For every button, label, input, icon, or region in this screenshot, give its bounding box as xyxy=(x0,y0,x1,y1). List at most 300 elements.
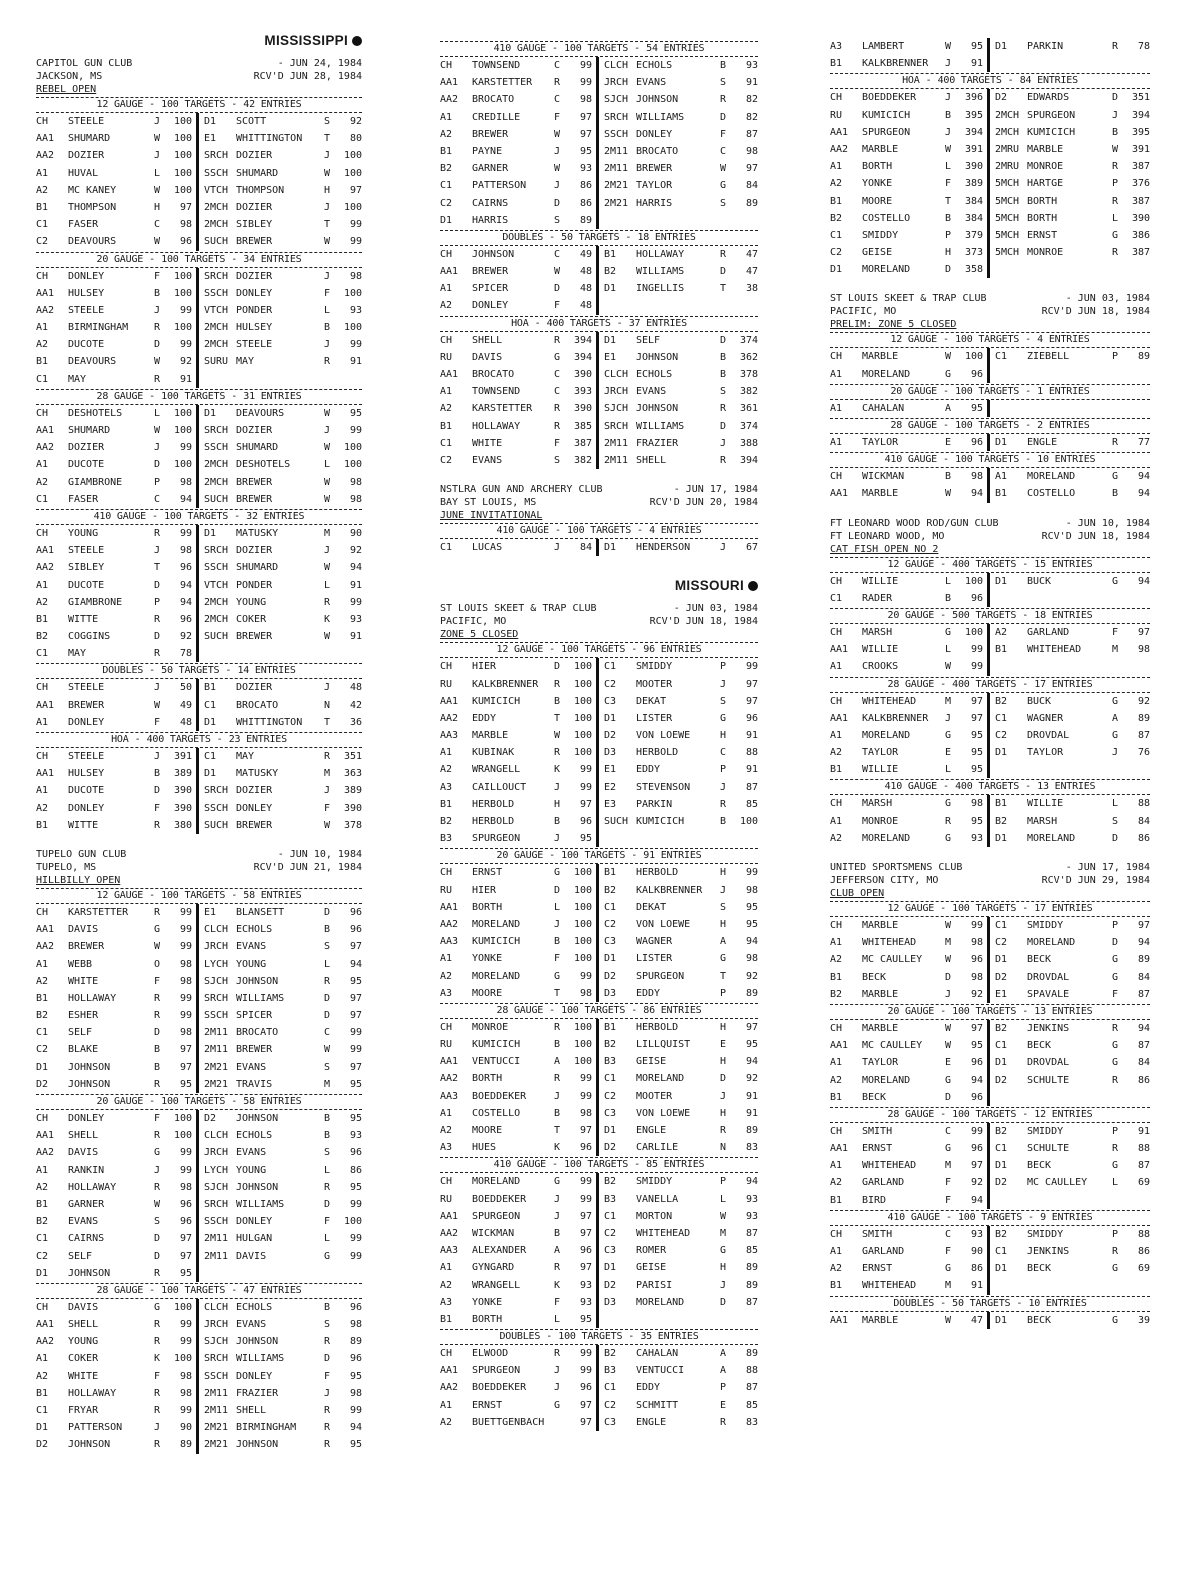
result-half xyxy=(199,1076,362,1093)
targets-label: 100 TARGETS xyxy=(952,1005,1017,1017)
result-half xyxy=(36,628,199,645)
shooter-name: HOLLAWAY xyxy=(472,420,521,432)
score: 99 xyxy=(349,1250,362,1262)
score: 100 xyxy=(739,816,758,827)
score: 387 xyxy=(1131,161,1150,173)
shooter-initial: W xyxy=(154,425,161,436)
result-half xyxy=(440,693,599,710)
class-code: A2 xyxy=(440,128,453,140)
shooter-initial: F xyxy=(554,437,561,449)
score: 95 xyxy=(349,975,362,987)
shooter-name xyxy=(1027,261,1112,278)
result-half xyxy=(36,165,199,182)
shooter-name: HIER xyxy=(472,884,497,896)
class-code: CH xyxy=(830,575,843,587)
score: 89 xyxy=(745,1279,758,1291)
results-section xyxy=(440,523,758,556)
class-code: SRCH xyxy=(604,420,629,432)
score: 374 xyxy=(739,420,758,432)
score: 97 xyxy=(349,1061,362,1073)
class-code: AA1 xyxy=(440,77,459,89)
result-row xyxy=(440,1379,758,1396)
shooter-name: EVANS xyxy=(636,77,667,89)
class-code: A2 xyxy=(830,747,843,759)
result-row xyxy=(440,160,758,177)
score: 98 xyxy=(349,1387,362,1399)
shooter-name: SMIDDY xyxy=(636,1176,673,1188)
shooter-name: ECHOLS xyxy=(636,60,673,71)
class-code: D1 xyxy=(604,542,617,554)
shooter-name: MOORE xyxy=(472,1125,503,1136)
result-row xyxy=(440,830,758,847)
shooter-initial xyxy=(720,830,734,847)
score: 95 xyxy=(579,833,592,845)
result-half xyxy=(990,89,1150,106)
score: 99 xyxy=(179,1405,192,1416)
shooter-initial: G xyxy=(720,1245,727,1257)
score: 100 xyxy=(173,1113,192,1124)
result-row xyxy=(830,658,1150,675)
shooter-name: TAYLOR xyxy=(1027,747,1064,759)
shooter-name: EDWARDS xyxy=(1027,92,1070,104)
shooter-name: SPAVALE xyxy=(1027,988,1070,1000)
shooter-name: COSTELLO xyxy=(862,212,911,224)
score: 380 xyxy=(173,819,192,831)
result-row xyxy=(440,1397,758,1414)
entries-label: 35 ENTRIES xyxy=(640,1331,699,1343)
score: 96 xyxy=(970,368,983,380)
score: 100 xyxy=(964,626,983,638)
shooter-initial: R xyxy=(154,613,161,625)
shooter-initial: G xyxy=(1112,954,1119,966)
result-row xyxy=(36,1230,362,1247)
results-section xyxy=(440,230,758,315)
result-half xyxy=(830,89,990,106)
shooter-name: EDDY xyxy=(636,1382,661,1394)
shooter-name: SMIDDY xyxy=(862,229,899,241)
class-code: B2 xyxy=(604,1039,617,1051)
result-half xyxy=(36,336,199,353)
shooter-initial: W xyxy=(324,442,331,454)
shooter-initial: B xyxy=(154,768,161,780)
result-row xyxy=(36,1041,362,1058)
score: 87 xyxy=(1137,729,1150,741)
shooter-initial: S xyxy=(324,1061,331,1073)
score: 98 xyxy=(179,1181,192,1193)
result-row xyxy=(440,1173,758,1190)
result-row xyxy=(440,126,758,143)
result-row xyxy=(440,246,758,263)
class-code: B1 xyxy=(36,992,49,1004)
class-code: B2 xyxy=(604,1348,617,1360)
class-code: D1 xyxy=(604,283,617,295)
shooter-initial: F xyxy=(945,178,952,190)
shooter-name: THOMPSON xyxy=(68,201,117,213)
result-half xyxy=(599,1242,758,1259)
shooter-initial: B xyxy=(945,109,952,121)
score: 87 xyxy=(1137,1160,1150,1172)
score: 95 xyxy=(349,1370,362,1382)
result-half xyxy=(599,985,758,1002)
shooter-name: BROCATO xyxy=(236,699,279,711)
gauge-label: 20 GAUGE xyxy=(96,253,144,265)
result-half xyxy=(830,38,990,55)
result-half xyxy=(36,1059,199,1076)
shooter-name: WILLIAMS xyxy=(636,420,685,432)
result-half xyxy=(36,474,199,491)
score: 84 xyxy=(745,180,758,192)
section-header: 12 GAUGE - 100 TARGETS - 17 ENTRIES xyxy=(830,901,1150,917)
result-row xyxy=(36,542,362,559)
class-code: SRCH xyxy=(204,425,229,436)
result-row xyxy=(36,765,362,782)
shooter-name: DEAVOURS xyxy=(68,236,117,248)
shooter-name: MORELAND xyxy=(636,1073,685,1085)
class-code: AA3 xyxy=(440,1245,459,1257)
result-half xyxy=(36,1368,199,1385)
result-half xyxy=(440,676,599,693)
result-half xyxy=(830,693,990,710)
shooter-name: MORELAND xyxy=(1027,832,1076,844)
gauge-label: 12 GAUGE xyxy=(890,334,938,346)
shooter-initial: R xyxy=(1112,161,1119,173)
class-code: C2 xyxy=(604,1227,617,1239)
club-city: FT LEONARD WOOD, MO xyxy=(830,530,945,542)
shooter-name: SMIDDY xyxy=(1027,920,1064,931)
shooter-initial: L xyxy=(324,1164,331,1176)
score: 86 xyxy=(579,180,592,192)
class-code: A2 xyxy=(440,300,453,312)
score: 362 xyxy=(739,351,758,363)
result-half xyxy=(830,210,990,227)
shooter-initial: J xyxy=(154,1164,161,1176)
shooter-name: BORTH xyxy=(472,901,503,913)
result-row xyxy=(830,1054,1150,1071)
score: 100 xyxy=(573,661,592,673)
result-half xyxy=(440,830,599,847)
shooter-initial: B xyxy=(554,816,561,827)
score: 49 xyxy=(179,699,192,711)
result-half xyxy=(199,525,362,542)
shooter-initial: R xyxy=(154,648,161,660)
result-half xyxy=(36,1024,199,1041)
class-code: D1 xyxy=(830,264,843,276)
result-row xyxy=(440,1105,758,1122)
result-row xyxy=(36,353,362,370)
shooter-name: DEAVOURS xyxy=(236,407,285,419)
club-block xyxy=(440,602,758,1431)
result-row xyxy=(36,1350,362,1367)
score: 85 xyxy=(745,1245,758,1257)
result-half xyxy=(599,968,758,985)
class-code: AA2 xyxy=(440,1227,459,1239)
score: 94 xyxy=(970,1194,983,1206)
class-code: A2 xyxy=(440,764,453,776)
result-half xyxy=(990,210,1150,227)
result-half xyxy=(830,658,990,675)
shooter-initial: A xyxy=(720,1348,727,1360)
score: 97 xyxy=(1137,920,1150,931)
score: 100 xyxy=(964,351,983,363)
score: 92 xyxy=(970,1177,983,1189)
shooter-name: KALKBRENNER xyxy=(862,712,929,724)
shooter-name: EVANS xyxy=(472,454,503,466)
shooter-initial: D xyxy=(154,339,161,351)
shooter-name: HUES xyxy=(472,1142,497,1154)
shooter-initial: B xyxy=(720,60,727,71)
results-section xyxy=(36,1283,362,1454)
score: 83 xyxy=(745,1416,758,1428)
shooter-name: DAVIS xyxy=(236,1250,267,1262)
score: 93 xyxy=(745,1193,758,1205)
result-row xyxy=(36,559,362,576)
shooter-name: STEELE xyxy=(68,682,105,694)
shooter-name: WILLIAMS xyxy=(636,266,685,278)
gauge-label: 20 GAUGE xyxy=(496,850,544,862)
score: 391 xyxy=(964,143,983,155)
shooter-initial: F xyxy=(324,1216,331,1228)
gauge-label: 410 GAUGE xyxy=(493,43,546,54)
shooter-initial: R xyxy=(554,678,561,690)
score: 91 xyxy=(349,356,362,368)
class-code: D1 xyxy=(604,1262,617,1274)
result-half xyxy=(199,679,362,696)
class-code: AA2 xyxy=(440,1073,459,1085)
score xyxy=(734,830,758,847)
shooter-initial: R xyxy=(154,992,161,1004)
score: 87 xyxy=(745,1227,758,1239)
result-row xyxy=(830,158,1150,175)
shooter-initial: J xyxy=(554,180,561,192)
result-row xyxy=(440,899,758,916)
shooter-name: JOHNSON xyxy=(68,1439,111,1451)
score: 100 xyxy=(343,287,362,299)
result-row xyxy=(36,990,362,1007)
result-half xyxy=(990,400,1150,417)
shooter-initial: D xyxy=(720,334,727,346)
result-half xyxy=(199,182,362,199)
class-code: AA2 xyxy=(440,1382,459,1394)
event-name: JUNE INVITATIONAL xyxy=(440,510,543,522)
shooter-initial: G xyxy=(945,1074,952,1086)
class-code: CH xyxy=(36,682,49,694)
class-code: B1 xyxy=(830,195,843,207)
score: 99 xyxy=(970,661,983,673)
score: 94 xyxy=(745,1056,758,1068)
result-row xyxy=(830,141,1150,158)
shooter-name: COSTELLO xyxy=(472,1107,521,1119)
shooter-initial: W xyxy=(945,1040,952,1052)
targets-label: 100 TARGETS xyxy=(564,43,629,54)
class-code: 5MCH xyxy=(995,229,1020,241)
shooter-initial: R xyxy=(154,1078,161,1090)
score: 86 xyxy=(1137,1074,1150,1086)
results-section xyxy=(36,1094,362,1282)
results-section xyxy=(36,732,362,834)
score: 84 xyxy=(1137,1057,1150,1069)
shooter-name: LILLQUIST xyxy=(636,1039,691,1051)
score: 100 xyxy=(573,953,592,965)
class-code: 2MCH xyxy=(204,219,229,231)
shooter-name: WICKMAN xyxy=(862,471,905,483)
class-code: A1 xyxy=(36,716,49,728)
class-code: 2M11 xyxy=(204,1027,229,1039)
result-row xyxy=(440,676,758,693)
shooter-initial: W xyxy=(945,488,952,500)
shooter-name xyxy=(1027,400,1112,417)
result-row xyxy=(830,986,1150,1003)
result-half xyxy=(199,1265,362,1282)
shooter-name: MATUSKY xyxy=(236,527,279,539)
score: 363 xyxy=(343,768,362,780)
entries-label: 96 ENTRIES xyxy=(643,644,702,656)
result-half xyxy=(599,950,758,967)
result-row xyxy=(36,1248,362,1265)
shooter-initial: J xyxy=(720,781,727,793)
shooter-initial: H xyxy=(154,201,161,213)
result-half xyxy=(990,55,1150,72)
shooter-name: STEELE xyxy=(68,751,105,762)
class-code: SJCH xyxy=(604,94,629,106)
score: 94 xyxy=(1137,471,1150,483)
class-code: A2 xyxy=(36,975,49,987)
shooter-initial: J xyxy=(1112,747,1119,759)
shooter-name: KALKBRENNER xyxy=(636,884,703,896)
class-code: E1 xyxy=(604,764,617,776)
score: 94 xyxy=(349,958,362,970)
shooter-name: BREWER xyxy=(236,493,273,505)
shooter-name: BOEDDEKER xyxy=(472,1193,527,1205)
shooter-name: BOEDDEKER xyxy=(862,92,917,104)
shooter-name: BREWER xyxy=(68,941,105,953)
score: 390 xyxy=(573,369,592,380)
class-code: 2M11 xyxy=(604,454,629,466)
result-half xyxy=(830,124,990,141)
score: 93 xyxy=(579,1279,592,1291)
class-code: D1 xyxy=(604,1125,617,1136)
score: 100 xyxy=(173,270,192,282)
section-header: HOA - 400 TARGETS - 37 ENTRIES xyxy=(440,316,758,332)
class-code: SUCH xyxy=(204,631,229,643)
result-half xyxy=(599,1053,758,1070)
result-half xyxy=(36,302,199,319)
shooter-name: SIBLEY xyxy=(68,562,105,574)
score: 94 xyxy=(179,596,192,608)
received-date: RCV'D JUN 18, 1984 xyxy=(1041,530,1150,542)
score: 99 xyxy=(349,1198,362,1210)
shooter-initial xyxy=(720,1311,734,1328)
score: 97 xyxy=(179,1250,192,1262)
shooter-initial: C xyxy=(554,60,561,71)
shooter-name: HIER xyxy=(472,661,497,673)
shooter-name: WILLIAMS xyxy=(236,992,285,1004)
entries-label: 91 ENTRIES xyxy=(643,850,702,862)
score: 99 xyxy=(179,1319,192,1331)
result-half xyxy=(599,933,758,950)
shooter-initial: S xyxy=(720,386,727,398)
shooter-initial: G xyxy=(1112,695,1119,707)
result-half xyxy=(599,1397,758,1414)
shooter-initial xyxy=(1112,1192,1126,1209)
result-half xyxy=(599,1311,758,1328)
score: 386 xyxy=(1131,229,1150,241)
score: 91 xyxy=(745,77,758,89)
result-half xyxy=(990,744,1150,761)
class-code: SRCH xyxy=(204,150,229,162)
class-code: B2 xyxy=(604,1176,617,1188)
gauge-label: DOUBLES xyxy=(502,231,544,243)
shooter-initial: J xyxy=(324,270,331,282)
class-code: A1 xyxy=(830,368,843,380)
shooter-initial: W xyxy=(554,128,561,140)
results-section xyxy=(440,41,758,229)
score: 94 xyxy=(1137,488,1150,500)
result-row xyxy=(36,956,362,973)
shooter-initial: F xyxy=(1112,988,1119,1000)
class-code: D2 xyxy=(995,1177,1008,1189)
shooter-initial: A xyxy=(720,936,727,948)
result-half xyxy=(830,1020,990,1037)
class-code: C1 xyxy=(440,542,453,554)
result-half xyxy=(990,434,1150,451)
shooter-initial: G xyxy=(1112,575,1119,587)
class-code xyxy=(995,761,1027,778)
shooter-initial: G xyxy=(554,970,561,982)
shooter-name: WHITEHEAD xyxy=(636,1227,691,1239)
result-half xyxy=(199,973,362,990)
score: 84 xyxy=(1137,971,1150,983)
score: 95 xyxy=(349,1078,362,1090)
result-half xyxy=(36,182,199,199)
shooter-initial: B xyxy=(554,695,561,707)
shooter-initial: L xyxy=(720,1193,727,1205)
result-half xyxy=(599,435,758,452)
result-half xyxy=(199,302,362,319)
class-code: LYCH xyxy=(204,958,229,970)
shooter-name: ENGLE xyxy=(1027,437,1058,448)
shooter-name: BUETTGENBACH xyxy=(472,1416,545,1428)
class-code: C2 xyxy=(36,236,49,248)
class-code: AA3 xyxy=(440,1090,459,1102)
score: 99 xyxy=(179,304,192,316)
shooter-initial: J xyxy=(720,1090,727,1102)
shooter-initial: L xyxy=(945,575,952,587)
result-half xyxy=(440,177,599,194)
result-half xyxy=(440,1294,599,1311)
result-half xyxy=(440,864,599,881)
shooter-name: ECHOLS xyxy=(236,1130,273,1142)
class-code: C1 xyxy=(440,437,453,449)
score xyxy=(734,297,758,314)
shooter-initial: J xyxy=(554,833,561,845)
class-code: D2 xyxy=(604,1142,617,1154)
class-code: C3 xyxy=(604,1416,617,1428)
shooter-initial: R xyxy=(1112,195,1119,207)
shooter-name: LISTER xyxy=(636,712,673,724)
shooter-initial: D xyxy=(554,661,561,673)
result-row xyxy=(440,452,758,469)
shooter-name: MARBLE xyxy=(862,1314,899,1326)
result-row xyxy=(440,916,758,933)
class-code: C1 xyxy=(36,373,49,385)
result-half xyxy=(440,1105,599,1122)
result-half xyxy=(36,439,199,456)
result-row xyxy=(440,1139,758,1156)
shooter-name: PARISI xyxy=(636,1279,673,1291)
class-code xyxy=(995,590,1027,607)
shooter-name: BLAKE xyxy=(68,1044,99,1056)
gauge-label: 410 GAUGE xyxy=(496,525,549,537)
